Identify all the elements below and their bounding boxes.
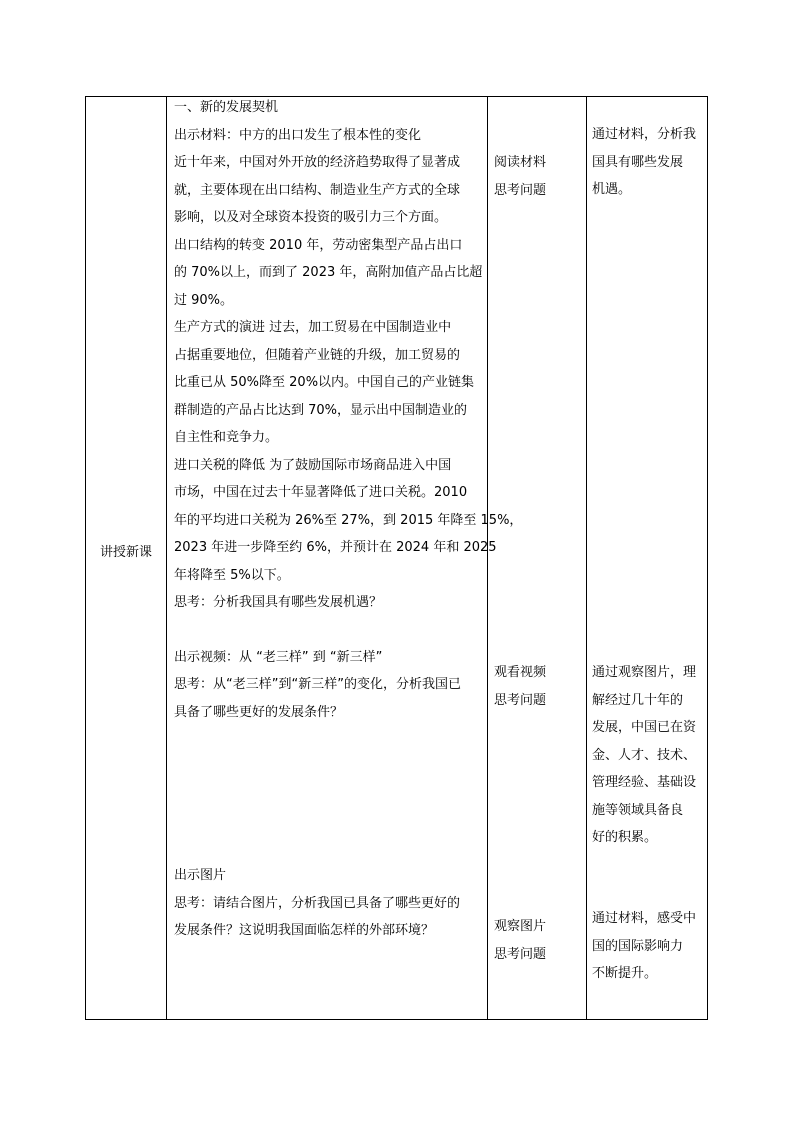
content-line: 群制造的产品占比达到 70%，显示出中国制造业的 [174, 402, 468, 418]
content-line: 占据重要地位，但随着产业链的升级，加工贸易的 [174, 347, 461, 363]
intent-line: 解经过几十年的 [592, 692, 684, 708]
picture-line: 思考：请结合图片，分析我国已具备了哪些更好的 [174, 895, 461, 911]
activity-line: 思考问题 [494, 946, 547, 962]
video-line: 出示视频：从 “老三样” 到 “新三样” [174, 649, 383, 665]
content-line: 自主性和竞争力。 [174, 430, 279, 445]
intent-line: 不断提升。 [592, 966, 658, 981]
content-line: 一、新的发展契机 [174, 100, 279, 115]
content-line: 2023 年进一步降至约 6%，并预计在 2024 年和 2025 [174, 540, 497, 555]
video-line: 思考：从“老三样”到“新三样”的变化，分析我国已 [174, 677, 461, 692]
row-label: 讲授新课 [99, 545, 152, 560]
intent-line: 国具有哪些发展 [592, 154, 684, 170]
picture-line: 发展条件？这说明我国面临怎样的外部环境？ [174, 923, 435, 938]
activity-line: 思考问题 [494, 182, 547, 198]
content-line: 生产方式的演进 过去，加工贸易在中国制造业中 [174, 320, 452, 335]
student-activity-video [494, 659, 582, 714]
intent-line: 通过观察图片，理 [592, 665, 697, 680]
intent-line: 通过材料，感受中 [592, 911, 697, 926]
intent-line: 施等领域具备良 [592, 802, 684, 818]
video-line: 具备了哪些更好的发展条件？ [174, 704, 344, 720]
activity-line: 阅读材料 [494, 155, 547, 170]
lesson-table [85, 96, 708, 1020]
design-intent-1 [592, 121, 704, 204]
content-line: 进口关税的降低 为了鼓励国际市场商品进入中国 [174, 457, 452, 473]
column-divider [586, 97, 587, 1019]
content-line: 出示材料：中方的出口发生了根本性的变化 [174, 127, 422, 143]
content-line: 年的平均进口关税为 26%至 27%，到 2015 年降至 15%， [174, 512, 523, 528]
intent-line: 管理经验、基础设 [592, 775, 697, 790]
activity-line: 思考问题 [494, 692, 547, 708]
content-line: 过 90%。 [174, 292, 234, 308]
content-line: 年将降至 5%以下。 [174, 567, 290, 583]
column-divider [487, 97, 488, 1019]
student-activity-reading [494, 149, 582, 204]
content-line: 出口结构的转变 2010 年，劳动密集型产品占出口 [174, 237, 463, 253]
content-line: 的 70%以上，而到了 2023 年，高附加值产品占比超 [174, 265, 483, 280]
content-line: 影响，以及对全球资本投资的吸引力三个方面。 [174, 210, 448, 225]
column-divider [166, 97, 167, 1019]
content-line: 近十年来，中国对外开放的经济趋势取得了显著成 [174, 155, 461, 170]
design-intent-3 [592, 905, 704, 988]
content-line: 比重已从 50%降至 20%以内。中国自己的产业链集 [174, 375, 475, 390]
content-line: 市场，中国在过去十年显著降低了进口关税。2010 [174, 485, 468, 500]
activity-line: 观看视频 [494, 665, 547, 680]
intent-line: 发展，中国已在资 [592, 720, 697, 735]
activity-line: 观察图片 [494, 919, 547, 934]
content-line: 就，主要体现在出口结构、制造业生产方式的全球 [174, 182, 461, 198]
design-intent-2 [592, 659, 704, 852]
intent-line: 好的积累。 [592, 830, 658, 845]
intent-line: 金、人才、技术、 [592, 747, 697, 763]
intent-line: 机遇。 [592, 182, 632, 197]
intent-line: 通过材料，分析我 [592, 127, 697, 142]
content-line: 思考：分析我国具有哪些发展机遇？ [174, 595, 383, 610]
student-activity-picture [494, 913, 582, 968]
intent-line: 国的国际影响力 [592, 938, 684, 954]
picture-line: 出示图片 [174, 868, 227, 883]
